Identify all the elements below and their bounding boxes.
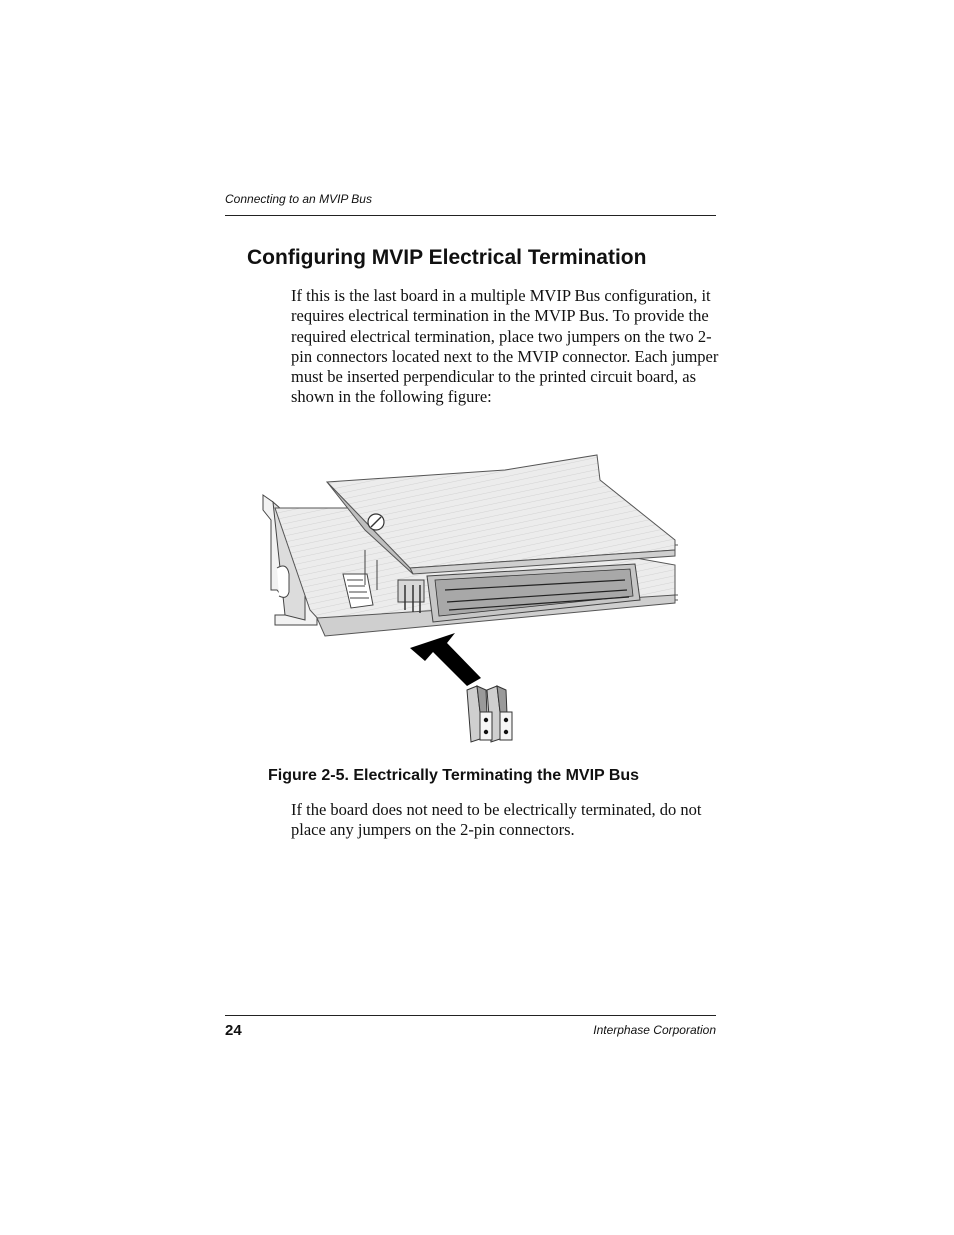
- jumpers: [467, 686, 512, 742]
- insertion-arrow: [410, 633, 481, 686]
- header-rule: [225, 215, 716, 216]
- running-head: Connecting to an MVIP Bus: [225, 192, 372, 206]
- figure-caption: Figure 2-5. Electrically Terminating the MVIP Bus: [268, 767, 640, 784]
- page-number: 24: [225, 1022, 242, 1039]
- termination-figure: [255, 450, 690, 750]
- footer-rule: [225, 1015, 716, 1016]
- section-title: Configuring MVIP Electrical Termination: [247, 246, 647, 269]
- footer-company: Interphase Corporation: [593, 1023, 716, 1037]
- intro-paragraph: If this is the last board in a multiple MVIP Bus configuration, it requires electrical termination in the MVIP Bus. To provide the required electrical termination, place two jumpers on the two 2-pin connectors located next to the MVIP connector. Each jumper must be inserted perpendicular to the printed circuit board, as shown in the following figure:: [291, 286, 719, 407]
- followup-paragraph: If the board does not need to be electrically terminated, do not place any jumpers on the 2-pin connectors.: [291, 800, 702, 840]
